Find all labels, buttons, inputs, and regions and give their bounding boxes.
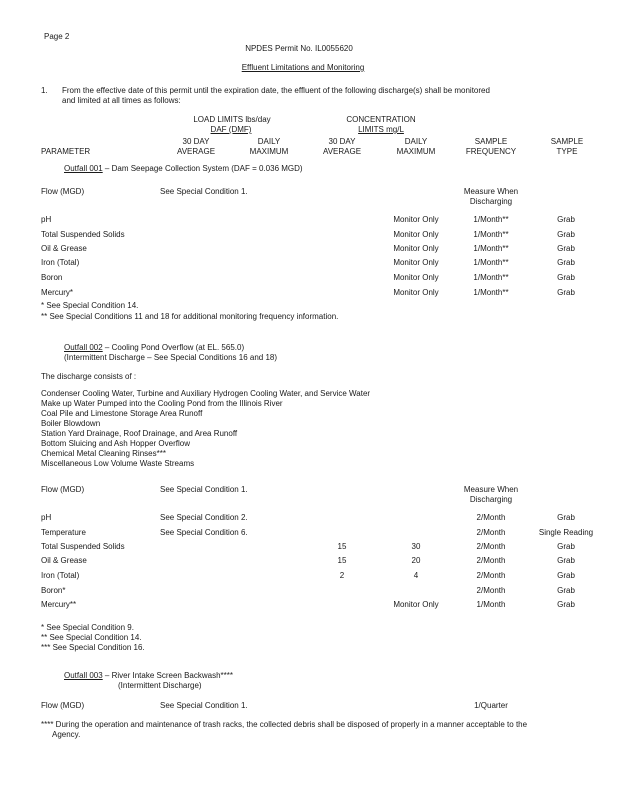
outfall-002-title — [64, 344, 244, 352]
frequency-cell: 1/Month** — [473, 273, 509, 282]
table-row — [0, 274, 618, 284]
list-item: Condenser Cooling Water, Turbine and Auxiliary Hydrogen Cooling Water, and Service Water — [41, 389, 371, 398]
flow-freq-2: Discharging — [469, 197, 513, 206]
outfall-002-subtitle: (Intermittent Discharge – See Special Conditions 16 and 18) — [64, 353, 278, 362]
note-cell: See Special Condition 6. — [160, 528, 248, 537]
conc-daily-header-2: MAXIMUM — [396, 147, 436, 156]
type-cell: Grab — [557, 571, 575, 580]
table-row — [0, 245, 618, 255]
frequency-cell: 2/Month — [476, 586, 506, 595]
param-cell: Temperature — [41, 528, 86, 537]
footnote: * See Special Condition 9. — [41, 623, 134, 632]
daily-max-cell: Monitor Only — [393, 288, 439, 297]
type-cell: Grab — [557, 230, 575, 239]
frequency-cell: 1/Month** — [473, 244, 509, 253]
flow-note: See Special Condition 1. — [160, 701, 248, 710]
avg-cell: 15 — [337, 556, 347, 565]
outfall-003-desc: – River Intake Screen Backwash**** — [102, 671, 233, 680]
flow-param: Flow (MGD) — [41, 485, 85, 494]
outfall-002-desc: – Cooling Pond Overflow (at EL. 565.0) — [102, 343, 245, 352]
table-row — [0, 216, 618, 226]
param-cell: Mercury** — [41, 600, 77, 609]
limits-mgl-header: LIMITS mg/L — [358, 125, 404, 134]
permit-number: NPDES Permit No. IL0055620 — [245, 44, 353, 53]
outfall-003-subtitle: (Intermittent Discharge) — [118, 681, 202, 690]
frequency-cell: 1/Month** — [473, 230, 509, 239]
param-cell: Mercury* — [41, 288, 74, 297]
freq-header: SAMPLE — [474, 137, 508, 146]
footnote: **** During the operation and maintenance of trash racks, the collected debris shall be disposed of properly in a manner acceptable to the — [41, 720, 528, 729]
type-cell: Grab — [557, 600, 575, 609]
type-cell: Grab — [557, 288, 575, 297]
daily-max-cell: Monitor Only — [393, 244, 439, 253]
intro-line-2: and limited at all times as follows: — [62, 96, 181, 105]
load-daily-header: DAILY — [257, 137, 281, 146]
param-cell: Boron* — [41, 586, 66, 595]
type-header-2: TYPE — [556, 147, 578, 156]
table-row — [0, 231, 618, 241]
param-cell: Boron — [41, 273, 63, 282]
frequency-cell: 1/Month** — [473, 288, 509, 297]
outfall-003-title — [64, 672, 233, 680]
list-item: Make up Water Pumped into the Cooling Pond from the Illinois River — [41, 399, 283, 408]
load-30day-header: 30 DAY — [182, 137, 210, 146]
intro-line-1: From the effective date of this permit until the expiration date, the effluent of the following discharge(s) shall be monitored — [62, 86, 490, 95]
max-cell: 4 — [413, 571, 419, 580]
daf-header: DAF (DMF) — [210, 125, 252, 134]
param-cell: pH — [41, 215, 52, 224]
parameter-header: PARAMETER — [41, 147, 91, 156]
outfall-003-name: Outfall 003 — [64, 671, 103, 680]
daily-max-cell: Monitor Only — [393, 230, 439, 239]
load-limits-header: LOAD LIMITS lbs/day — [193, 115, 271, 124]
outfall-001-desc: – Dam Seepage Collection System (DAF = 0.036 MGD) — [102, 164, 303, 173]
avg-cell: 2 — [339, 571, 345, 580]
freq-header-2: FREQUENCY — [465, 147, 517, 156]
table-row — [0, 289, 618, 299]
param-cell: Iron (Total) — [41, 571, 80, 580]
list-item: Boiler Blowdown — [41, 419, 101, 428]
flow-note: See Special Condition 1. — [160, 485, 248, 494]
type-cell: Grab — [557, 258, 575, 267]
max-cell: 30 — [411, 542, 421, 551]
section-title: Effluent Limitations and Monitoring — [241, 63, 365, 72]
flow-freq: Measure When — [463, 187, 519, 196]
daily-max-cell: Monitor Only — [393, 215, 439, 224]
list-item: Bottom Sluicing and Ash Hopper Overflow — [41, 439, 190, 448]
frequency-cell: 2/Month — [476, 556, 506, 565]
outfall-002-name: Outfall 002 — [64, 343, 103, 352]
frequency-cell: 2/Month — [476, 571, 506, 580]
flow-note: See Special Condition 1. — [160, 187, 248, 196]
max-cell: 20 — [411, 556, 421, 565]
type-cell: Grab — [557, 215, 575, 224]
conc-daily-header: DAILY — [404, 137, 428, 146]
table-row — [0, 514, 618, 524]
footnote: ** See Special Condition 14. — [41, 633, 142, 642]
outfall-001-title — [64, 165, 303, 173]
daily-max-cell: Monitor Only — [393, 273, 439, 282]
conc-30day-header-2: AVERAGE — [322, 147, 362, 156]
param-cell: Iron (Total) — [41, 258, 80, 267]
table-row — [0, 702, 618, 712]
flow-freq: 1/Quarter — [474, 701, 508, 710]
flow-param: Flow (MGD) — [41, 187, 85, 196]
frequency-cell: 1/Month** — [473, 258, 509, 267]
frequency-cell: 2/Month — [476, 542, 506, 551]
flow-param: Flow (MGD) — [41, 701, 85, 710]
consists-label: The discharge consists of : — [41, 372, 137, 381]
daily-max-cell: Monitor Only — [393, 600, 439, 609]
param-cell: Total Suspended Solids — [41, 542, 125, 551]
param-cell: pH — [41, 513, 52, 522]
list-item: Coal Pile and Limestone Storage Area Runoff — [41, 409, 203, 418]
flow-freq-2: Discharging — [469, 495, 513, 504]
intro-number: 1. — [41, 86, 48, 95]
type-cell: Grab — [557, 542, 575, 551]
frequency-cell: 2/Month — [476, 528, 506, 537]
table-row — [0, 259, 618, 269]
param-cell: Total Suspended Solids — [41, 230, 125, 239]
type-cell: Grab — [557, 273, 575, 282]
param-cell: Oil & Grease — [41, 244, 87, 253]
type-cell: Grab — [557, 513, 575, 522]
type-header: SAMPLE — [550, 137, 584, 146]
param-cell: Oil & Grease — [41, 556, 87, 565]
footnote-continued: Agency. — [52, 730, 81, 739]
conc-30day-header: 30 DAY — [328, 137, 356, 146]
list-item: Miscellaneous Low Volume Waste Streams — [41, 459, 195, 468]
note-cell: See Special Condition 2. — [160, 513, 248, 522]
type-cell: Single Reading — [538, 528, 594, 537]
load-30day-header-2: AVERAGE — [176, 147, 216, 156]
avg-cell: 15 — [337, 542, 347, 551]
daily-max-cell: Monitor Only — [393, 258, 439, 267]
table-row — [0, 601, 618, 611]
table-row — [0, 557, 618, 567]
flow-freq: Measure When — [463, 485, 519, 494]
footnote: *** See Special Condition 16. — [41, 643, 145, 652]
type-cell: Grab — [557, 556, 575, 565]
list-item: Chemical Metal Cleaning Rinses*** — [41, 449, 166, 458]
type-cell: Grab — [557, 244, 575, 253]
frequency-cell: 2/Month — [476, 513, 506, 522]
footnote: * See Special Condition 14. — [41, 301, 139, 310]
outfall-001-name: Outfall 001 — [64, 164, 103, 173]
list-item: Station Yard Drainage, Roof Drainage, and Area Runoff — [41, 429, 238, 438]
type-cell: Grab — [557, 586, 575, 595]
page-label: Page 2 — [44, 32, 70, 41]
footnote: ** See Special Conditions 11 and 18 for additional monitoring frequency information. — [41, 312, 339, 321]
table-row — [0, 543, 618, 553]
table-row — [0, 529, 618, 539]
frequency-cell: 1/Month** — [473, 215, 509, 224]
concentration-header: CONCENTRATION — [346, 115, 416, 124]
load-daily-header-2: MAXIMUM — [249, 147, 289, 156]
table-row — [0, 572, 618, 582]
frequency-cell: 1/Month — [476, 600, 506, 609]
table-row — [0, 587, 618, 597]
